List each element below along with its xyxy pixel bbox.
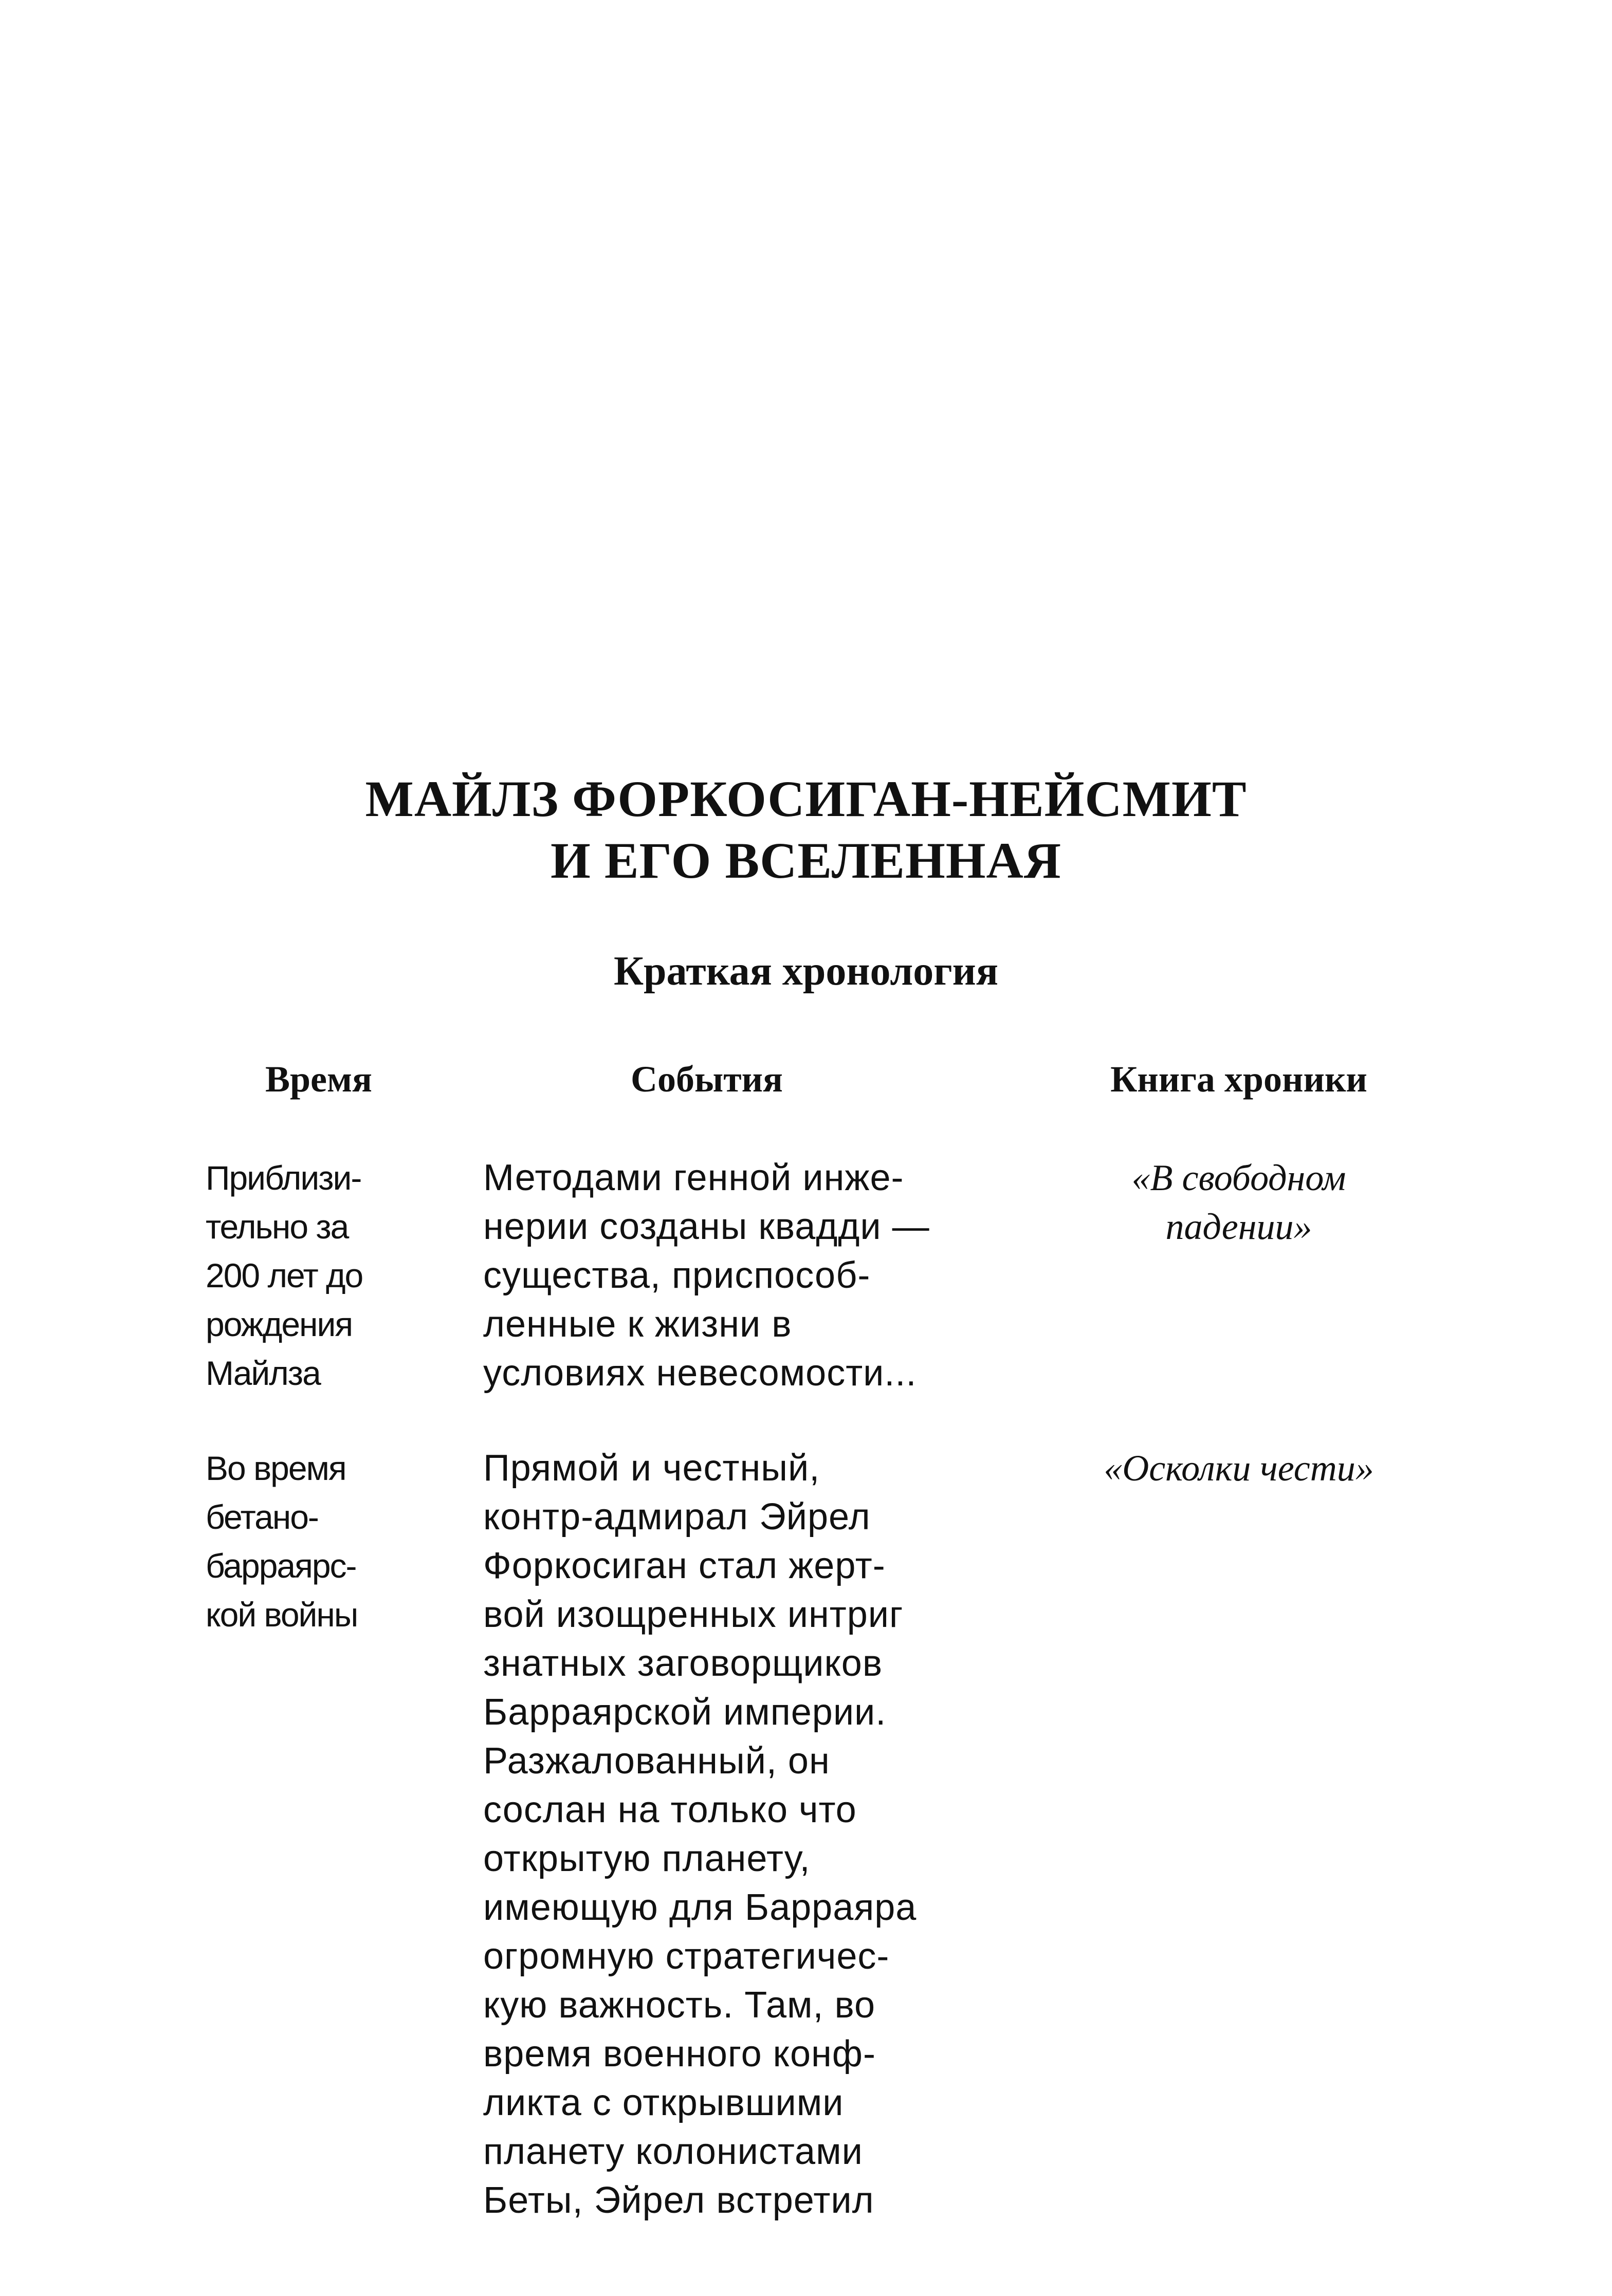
- column-header-events: События: [630, 1059, 783, 1100]
- section-subtitle: Краткая хронология: [613, 949, 998, 994]
- column-header-book: Книга хроники: [1110, 1059, 1367, 1100]
- row-2-book: «Осколки чести»: [1104, 1448, 1374, 1489]
- row-2-events: Прямой и честный, контр-адмирал Эйрел Форкосиган стал жерт- вой изощренных интриг знатных заговорщиков Барраярской империи. Разжалованный, он сослан на только что открытую планету, имеющую для Барраяра огромную стратегичес- кую важность. Там, во время военного конф- ликта с открывшими планету колонистами Беты, Эйрел встретил: [483, 1448, 917, 2221]
- column-header-time: Время: [265, 1059, 373, 1100]
- row-1-events: Методами генной инже- нерии созданы квадди — существа, приспособ- ленные к жизни в условиях невесомости...: [483, 1157, 930, 1394]
- row-2-time: Во время бетано- барраярс- кой войны: [206, 1449, 358, 1634]
- page-title-line-1: МАЙЛЗ ФОРКОСИГАН-НЕЙСМИТ: [365, 770, 1247, 827]
- row-1-time: Приблизи- тельно за 200 лет до рождения Майлза: [206, 1159, 363, 1392]
- row-1-book: «В свободном падении»: [1131, 1157, 1346, 1247]
- page-title-line-2: И ЕГО ВСЕЛЕННАЯ: [551, 832, 1061, 889]
